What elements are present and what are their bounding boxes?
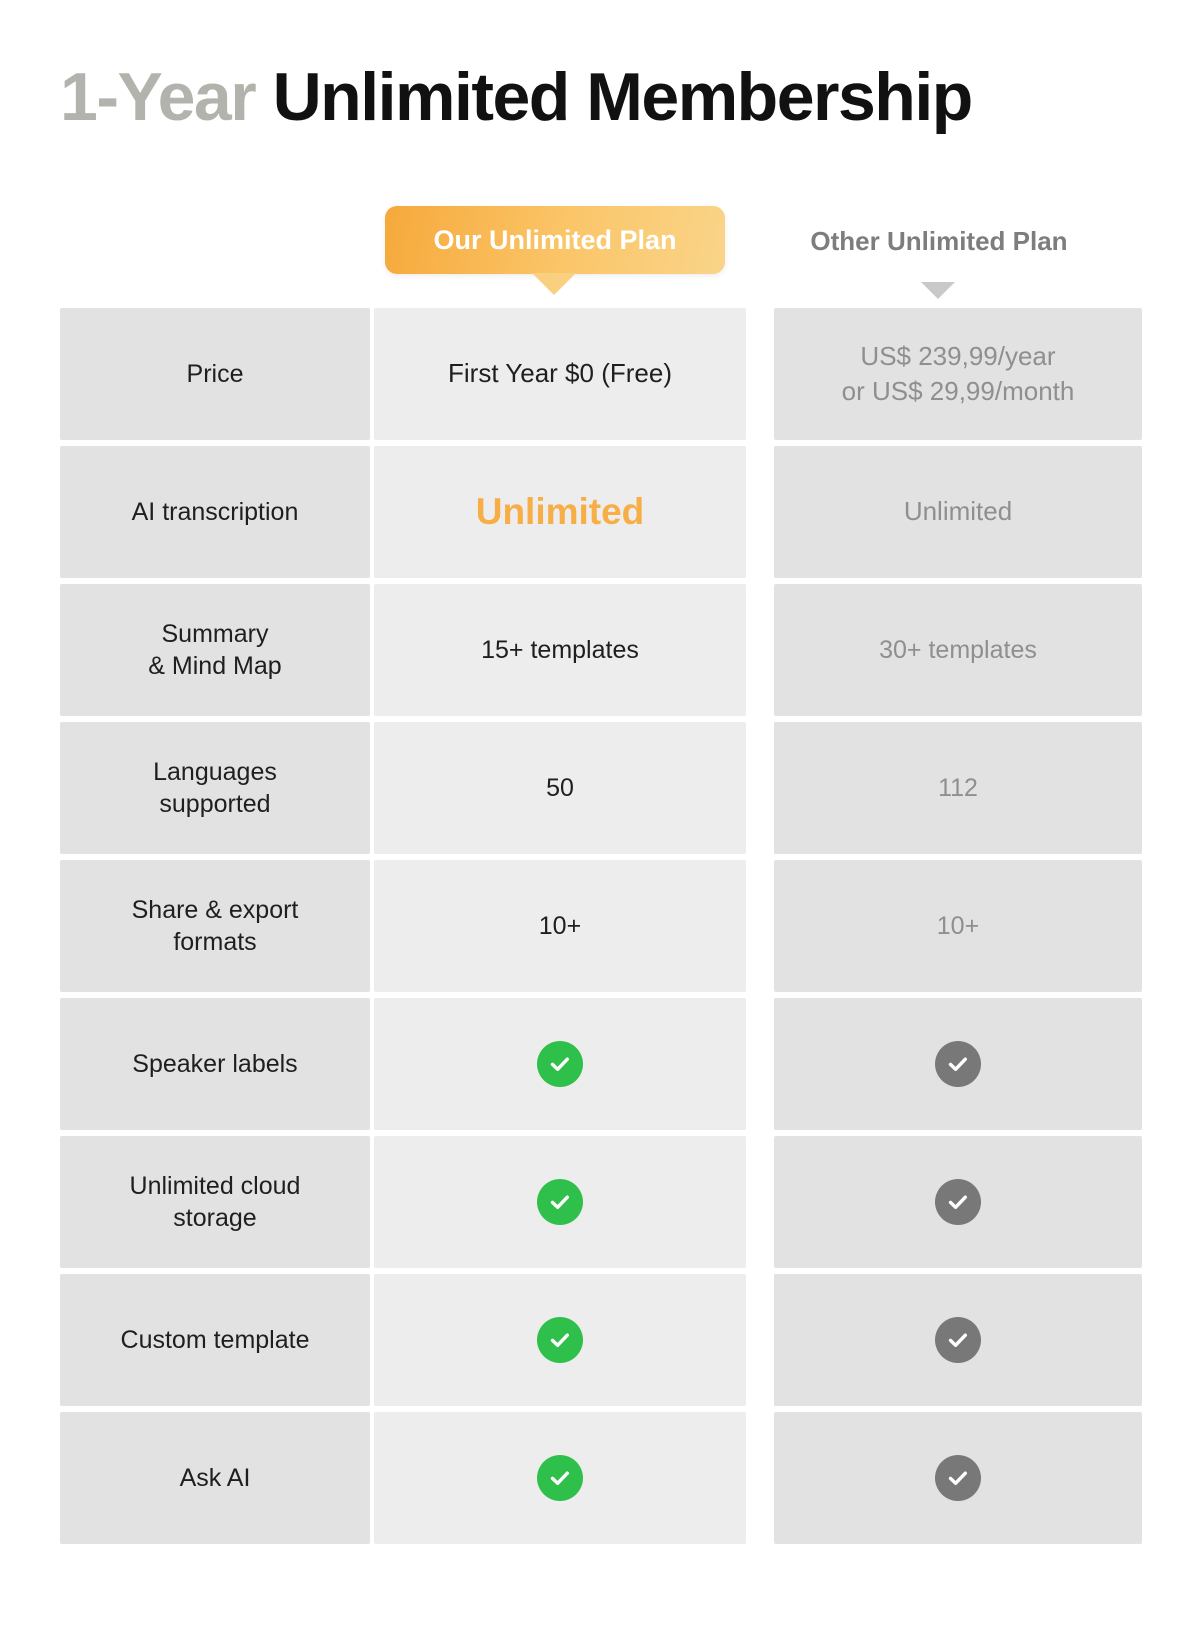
ours-value: 15+ templates	[374, 584, 746, 716]
feature-label-text	[153, 756, 277, 820]
table-row	[60, 308, 1142, 440]
check-circle-grey-icon	[935, 1317, 981, 1363]
table-row	[60, 584, 1142, 716]
check-circle-green-icon	[537, 1179, 583, 1225]
other-plan-label: Other Unlimited Plan	[810, 226, 1068, 256]
other-value: 112	[774, 722, 1142, 854]
comparison-table	[60, 308, 1142, 1550]
table-row	[60, 860, 1142, 992]
ours-price-text: First Year $0 (Free)	[448, 358, 672, 389]
badge-pointer-icon	[532, 273, 576, 295]
page-title-part2: Unlimited Membership	[272, 59, 972, 135]
feature-label: Custom template	[60, 1274, 370, 1406]
table-row	[60, 1412, 1142, 1544]
other-price-line2: or US$ 29,99/month	[841, 376, 1075, 406]
feature-label-text	[130, 1170, 301, 1234]
check-circle-grey-icon	[935, 1455, 981, 1501]
feature-line2: supported	[159, 790, 271, 818]
column-headers	[60, 206, 1142, 306]
ours-value	[374, 308, 746, 440]
other-pointer-icon	[921, 282, 955, 299]
other-unlimited-text: Unlimited	[903, 496, 1013, 527]
other-value	[774, 1274, 1142, 1406]
feature-line1: Summary	[161, 620, 269, 648]
check-circle-green-icon	[537, 1041, 583, 1087]
our-plan-label: Our Unlimited Plan	[433, 224, 677, 255]
feature-label	[60, 1136, 370, 1268]
feature-label: Ask AI	[60, 1412, 370, 1544]
feature-label	[60, 722, 370, 854]
ours-value	[374, 1412, 746, 1544]
check-circle-grey-icon	[935, 1041, 981, 1087]
feature-line2: storage	[173, 1204, 257, 1232]
ours-value	[374, 446, 746, 578]
feature-label-text	[148, 618, 281, 682]
ours-value	[374, 998, 746, 1130]
ours-unlimited-text: Unlimited	[475, 491, 645, 533]
page-title-part1: 1-Year	[60, 59, 273, 135]
table-row	[60, 722, 1142, 854]
page-title	[60, 58, 972, 136]
table-row	[60, 1274, 1142, 1406]
ours-value	[374, 1136, 746, 1268]
feature-line1: Unlimited cloud	[129, 1172, 301, 1200]
feature-line1: Languages	[153, 758, 277, 786]
other-price-line1: US$ 239,99/year	[860, 340, 1056, 371]
feature-label	[60, 860, 370, 992]
other-value	[774, 446, 1142, 578]
feature-line1: Share & export	[131, 896, 299, 924]
other-value	[774, 308, 1142, 440]
ours-value	[374, 1274, 746, 1406]
feature-label: Speaker labels	[60, 998, 370, 1130]
feature-label	[60, 584, 370, 716]
feature-label: AI transcription	[60, 446, 370, 578]
feature-label: Price	[60, 308, 370, 440]
feature-line2: & Mind Map	[148, 652, 282, 680]
other-value	[774, 1412, 1142, 1544]
other-value: 30+ templates	[774, 584, 1142, 716]
table-row	[60, 446, 1142, 578]
table-row	[60, 1136, 1142, 1268]
check-circle-green-icon	[537, 1455, 583, 1501]
ours-value: 10+	[374, 860, 746, 992]
feature-label-text	[132, 894, 299, 958]
feature-line2: formats	[173, 928, 257, 956]
other-value	[774, 1136, 1142, 1268]
table-row	[60, 998, 1142, 1130]
other-value	[774, 998, 1142, 1130]
our-plan-badge	[385, 206, 725, 274]
ours-value: 50	[374, 722, 746, 854]
check-circle-grey-icon	[935, 1179, 981, 1225]
check-circle-green-icon	[537, 1317, 583, 1363]
other-value: 10+	[774, 860, 1142, 992]
other-price-text	[842, 339, 1075, 409]
